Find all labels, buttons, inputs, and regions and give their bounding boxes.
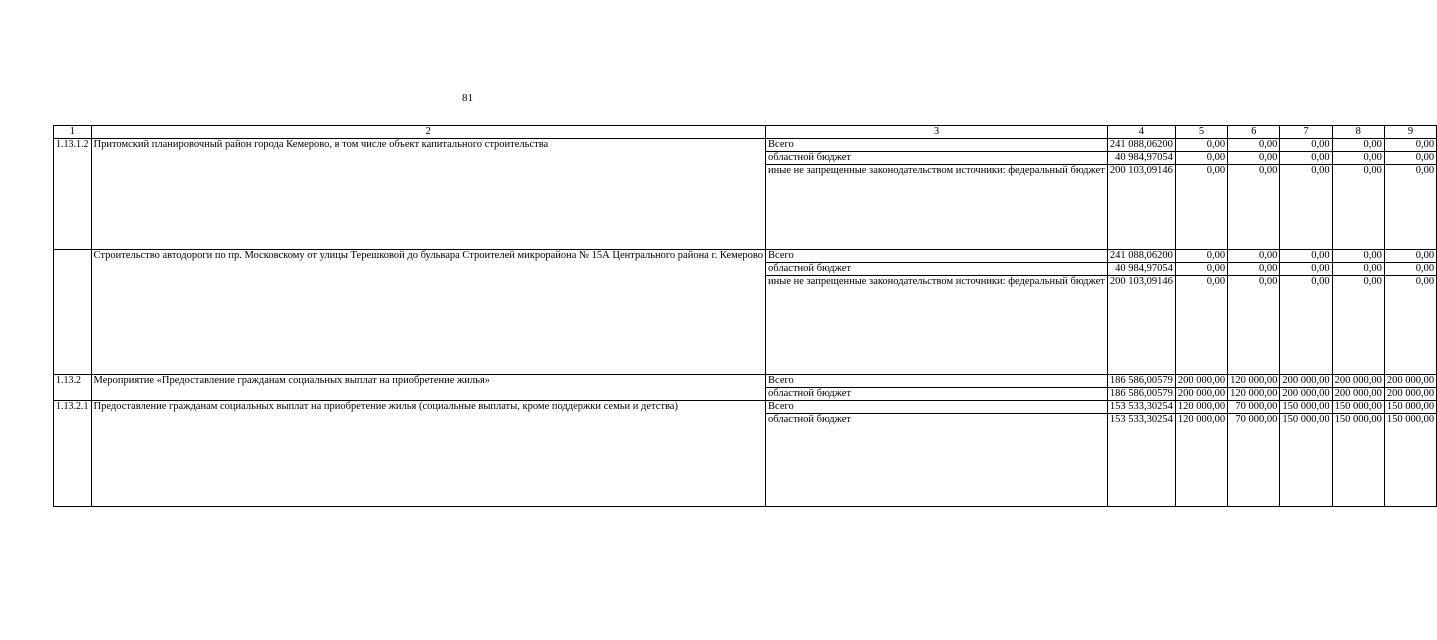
value-cell: 0,00 — [1332, 152, 1384, 165]
funding-source: областной бюджет — [766, 388, 1108, 401]
value-cell: 186 586,00579 — [1107, 375, 1175, 388]
value-cell: 0,00 — [1280, 276, 1332, 375]
value-cell: 40 984,97054 — [1107, 263, 1175, 276]
table-row — [54, 375, 1437, 388]
value-cell: 0,00 — [1384, 139, 1436, 152]
value-cell: 0,00 — [1384, 152, 1436, 165]
value-cell: 0,00 — [1228, 250, 1280, 263]
value-cell: 0,00 — [1280, 263, 1332, 276]
value-cell: 0,00 — [1280, 165, 1332, 250]
value-cell: 200 103,09146 — [1107, 165, 1175, 250]
value-cell: 0,00 — [1332, 250, 1384, 263]
value-cell: 120 000,00 — [1228, 375, 1280, 388]
value-cell: 0,00 — [1228, 263, 1280, 276]
budget-table — [53, 125, 1437, 507]
funding-source: иные не запрещенные законодательством источники: федеральный бюджет — [766, 276, 1108, 375]
funding-source: иные не запрещенные законодательством источники: федеральный бюджет — [766, 165, 1108, 250]
row-code: 1.13.2 — [54, 375, 92, 401]
value-cell: 120 000,00 — [1228, 388, 1280, 401]
value-cell: 0,00 — [1175, 263, 1227, 276]
value-cell: 153 533,30254 — [1107, 401, 1175, 414]
value-cell: 0,00 — [1175, 165, 1227, 250]
header-row — [54, 126, 1437, 139]
row-code — [54, 250, 92, 375]
funding-source: Всего — [766, 375, 1108, 388]
value-cell: 200 000,00 — [1280, 375, 1332, 388]
value-cell: 0,00 — [1384, 250, 1436, 263]
value-cell: 0,00 — [1175, 250, 1227, 263]
column-header: 6 — [1228, 126, 1280, 139]
value-cell: 70 000,00 — [1228, 401, 1280, 414]
value-cell: 241 088,06200 — [1107, 139, 1175, 152]
row-name: Строительство автодороги по пр. Московскому от улицы Терешковой до бульвара Строителей микрорайона № 15А Центрального района г. Кемерово — [91, 250, 766, 375]
value-cell: 0,00 — [1228, 165, 1280, 250]
value-cell: 0,00 — [1280, 152, 1332, 165]
table-row — [54, 250, 1437, 263]
value-cell: 200 000,00 — [1332, 388, 1384, 401]
value-cell: 0,00 — [1332, 165, 1384, 250]
value-cell: 150 000,00 — [1280, 414, 1332, 507]
column-header: 1 — [54, 126, 92, 139]
value-cell: 0,00 — [1175, 139, 1227, 152]
value-cell: 200 000,00 — [1175, 375, 1227, 388]
value-cell: 186 586,00579 — [1107, 388, 1175, 401]
value-cell: 0,00 — [1332, 276, 1384, 375]
value-cell: 0,00 — [1384, 276, 1436, 375]
table-row — [54, 401, 1437, 414]
column-header: 7 — [1280, 126, 1332, 139]
value-cell: 150 000,00 — [1384, 401, 1436, 414]
value-cell: 150 000,00 — [1384, 414, 1436, 507]
value-cell: 0,00 — [1384, 263, 1436, 276]
funding-source: областной бюджет — [766, 414, 1108, 507]
table-row — [54, 139, 1437, 152]
value-cell: 0,00 — [1228, 152, 1280, 165]
value-cell: 241 088,06200 — [1107, 250, 1175, 263]
row-code: 1.13.2.1 — [54, 401, 92, 507]
row-name: Предоставление гражданам социальных выплат на приобретение жилья (социальные выплаты, кроме поддержки семьи и детства) — [91, 401, 766, 507]
row-name: Мероприятие «Предоставление гражданам социальных выплат на приобретение жилья» — [91, 375, 766, 401]
column-header: 8 — [1332, 126, 1384, 139]
value-cell: 0,00 — [1175, 276, 1227, 375]
funding-source: областной бюджет — [766, 263, 1108, 276]
value-cell: 0,00 — [1384, 165, 1436, 250]
value-cell: 200 103,09146 — [1107, 276, 1175, 375]
value-cell: 200 000,00 — [1384, 375, 1436, 388]
column-header: 9 — [1384, 126, 1436, 139]
value-cell: 200 000,00 — [1384, 388, 1436, 401]
page-number: 81 — [462, 92, 473, 104]
value-cell: 70 000,00 — [1228, 414, 1280, 507]
funding-source: Всего — [766, 250, 1108, 263]
value-cell: 150 000,00 — [1280, 401, 1332, 414]
value-cell: 120 000,00 — [1175, 414, 1227, 507]
row-name: Притомский планировочный район города Кемерово, в том числе объект капитального строительства — [91, 139, 766, 250]
funding-source: Всего — [766, 139, 1108, 152]
value-cell: 0,00 — [1228, 139, 1280, 152]
value-cell: 150 000,00 — [1332, 414, 1384, 507]
value-cell: 40 984,97054 — [1107, 152, 1175, 165]
row-code: 1.13.1.2 — [54, 139, 92, 250]
value-cell: 0,00 — [1280, 250, 1332, 263]
value-cell: 120 000,00 — [1175, 401, 1227, 414]
column-header: 2 — [91, 126, 766, 139]
value-cell: 200 000,00 — [1280, 388, 1332, 401]
value-cell: 150 000,00 — [1332, 401, 1384, 414]
value-cell: 200 000,00 — [1332, 375, 1384, 388]
value-cell: 0,00 — [1332, 263, 1384, 276]
value-cell: 153 533,30254 — [1107, 414, 1175, 507]
value-cell: 0,00 — [1332, 139, 1384, 152]
value-cell: 0,00 — [1280, 139, 1332, 152]
column-header: 5 — [1175, 126, 1227, 139]
column-header: 3 — [766, 126, 1108, 139]
value-cell: 200 000,00 — [1175, 388, 1227, 401]
value-cell: 0,00 — [1228, 276, 1280, 375]
value-cell: 0,00 — [1175, 152, 1227, 165]
column-header: 4 — [1107, 126, 1175, 139]
funding-source: Всего — [766, 401, 1108, 414]
funding-source: областной бюджет — [766, 152, 1108, 165]
